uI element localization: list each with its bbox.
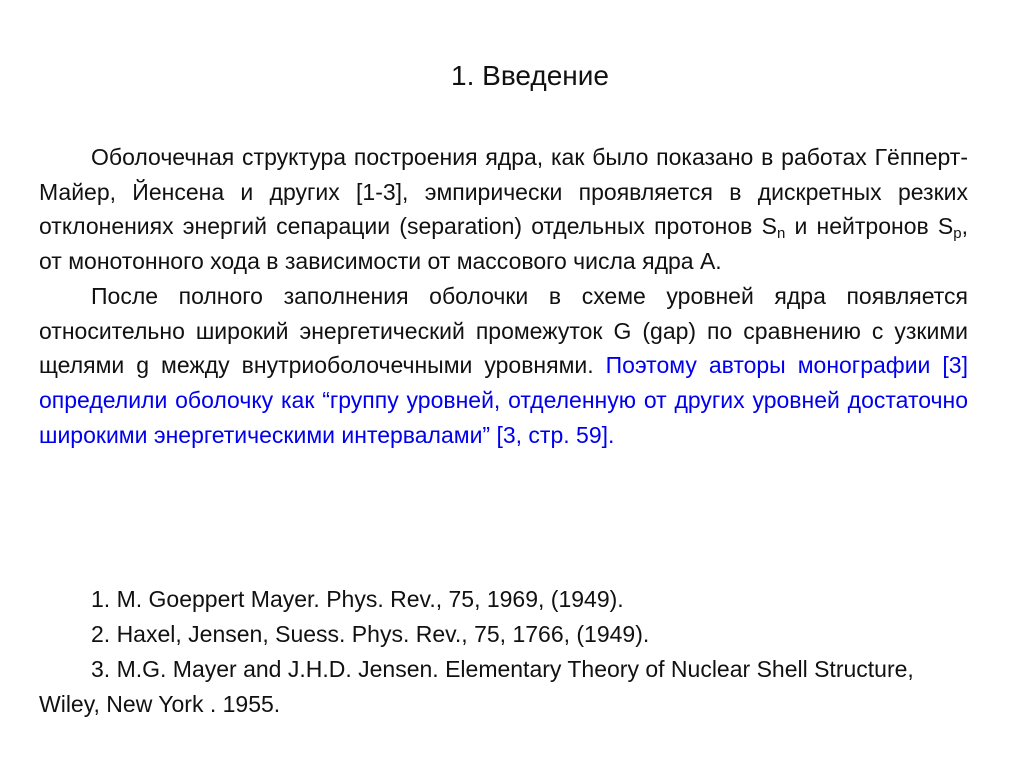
subscript-p: p bbox=[953, 225, 962, 243]
paragraph-gap-text: После полного заполнения оболочки в схеме уровней ядра появляется относительно широкий энергетический промежуток G (gap) по сравнению с узкими щелями g между внутриоболочечными уровнями. bbox=[39, 282, 968, 379]
paragraph-intro bbox=[39, 140, 968, 279]
paragraph-intro-text-b: и нейтронов S bbox=[785, 213, 954, 240]
reference-item: 3. M.G. Mayer and J.H.D. Jensen. Elementary Theory of Nuclear Shell Structure, Wiley, New York . 1955. bbox=[39, 656, 914, 717]
subscript-n: n bbox=[776, 225, 786, 243]
body-text bbox=[39, 140, 968, 452]
slide-title: 1. Введение bbox=[451, 60, 609, 91]
paragraph-intro-text-a: Оболочечная структура построения ядра, как было показано в работах Гёпперт-Майер, Йенсена и других [1-3], эмпирически проявляется в дискретных резких отклонениях энергий сепарации (separation) отдельных протонов S bbox=[39, 144, 968, 240]
reference-item: 1. M. Goeppert Mayer. Phys. Rev., 75, 1969, (1949). bbox=[91, 586, 624, 612]
references-list bbox=[39, 582, 968, 722]
shell-definition-highlight: Поэтому авторы монографии [3] определили оболочку как “группу уровней, отделенную от других уровней достаточно широкими энергетическими интервалами” [3, стр. 59]. bbox=[39, 352, 968, 448]
paragraph-intro-text-c: , от монотонного хода в зависимости от массового числа ядра А. bbox=[39, 213, 968, 275]
paragraph-gap bbox=[39, 279, 968, 453]
reference-item: 2. Haxel, Jensen, Suess. Phys. Rev., 75, 1766, (1949). bbox=[91, 621, 650, 647]
